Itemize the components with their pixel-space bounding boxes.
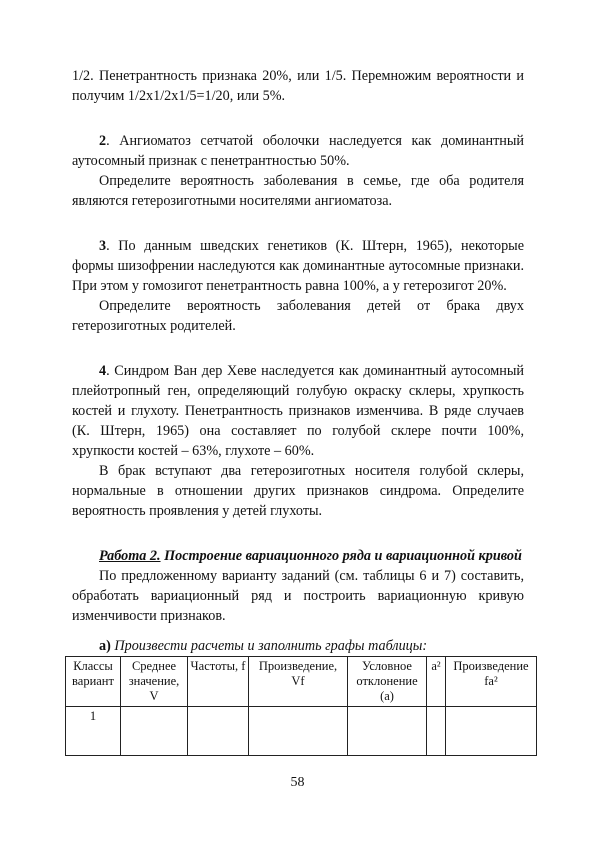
problem-2-task: Определите вероятность заболевания в семье, где оба родителя являются гетерозиготными носителями ангиоматоза. <box>72 173 524 209</box>
problem-2-text: . Ангиоматоз сетчатой оболочки наследуется как доминантный аутосомный признак с пенетрантностью 50%. <box>72 133 524 169</box>
table-header-cell: Условное отклонение (а) <box>348 657 427 707</box>
problem-4-statement <box>72 361 524 461</box>
table-cell <box>121 707 188 756</box>
work-heading <box>72 546 524 566</box>
table-header-cell: a² <box>427 657 446 707</box>
table-header-cell: Среднее значение, V <box>121 657 188 707</box>
subtask-text: Произвести расчеты и заполнить графы таблицы: <box>110 638 428 654</box>
problem-3-task: Определите вероятность заболевания детей от брака двух гетерозиготных родителей. <box>72 298 524 334</box>
table-cell <box>348 707 427 756</box>
table-cell: 1 <box>66 707 121 756</box>
table-row <box>66 707 537 756</box>
page-number: 58 <box>290 775 305 790</box>
variation-table <box>65 656 537 756</box>
problem-4-number: 4 <box>99 363 107 379</box>
table-cell <box>249 707 348 756</box>
table-header-cell: Классы вариант <box>66 657 121 707</box>
table-header-cell: Частоты, f <box>188 657 249 707</box>
problem-3-statement <box>72 236 524 296</box>
table-cell <box>427 707 446 756</box>
problem-2-number: 2 <box>99 133 107 149</box>
problem-3-number: 3 <box>99 238 107 254</box>
table-header-cell: Произведение fa² <box>446 657 537 707</box>
problem-3-text: . По данным шведских генетиков (К. Штерн, 1965), некоторые формы шизофрении наследуются как доминантные аутосомные признаки. При этом у гомозигот пенетрантность равна 100%, а у гетерозигот 20%. <box>72 238 524 294</box>
subtask-letter: а) <box>99 638 111 654</box>
table-header-cell: Произведение, Vf <box>249 657 348 707</box>
work-label: Работа 2. <box>99 548 161 564</box>
table-cell <box>446 707 537 756</box>
work-description: По предложенному варианту заданий (см. таблицы 6 и 7) составить, обработать вариационный ряд и построить вариационную кривую изменчивости признаков. <box>72 568 524 624</box>
table-cell <box>188 707 249 756</box>
work-title: Построение вариационного ряда и вариационной кривой <box>160 548 522 564</box>
subtask-line <box>72 636 524 656</box>
intro-paragraph: 1/2. Пенетрантность признака 20%, или 1/5. Перемножим вероятности и получим 1/2х1/2х1/5=1/20, или 5%. <box>72 68 524 104</box>
page-content <box>72 66 529 756</box>
problem-4-task: В брак вступают два гетерозиготных носителя голубой склеры, нормальные в отношении других признаков синдрома. Определите вероятность проявления у детей глухоты. <box>72 463 524 519</box>
table-header-row <box>66 657 537 707</box>
problem-2-statement <box>72 131 524 171</box>
problem-4-text: . Синдром Ван дер Хеве наследуется как доминантный аутосомный плейотропный ген, определяющий голубую окраску склеры, хрупкость костей и глухоту. Пенетрантность признаков изменчива. В ряде случаев (К. Штерн, 1965) она составляет по голубой склере почти 100%, хрупкости костей – 63%, глухоте – 60%. <box>72 363 524 459</box>
